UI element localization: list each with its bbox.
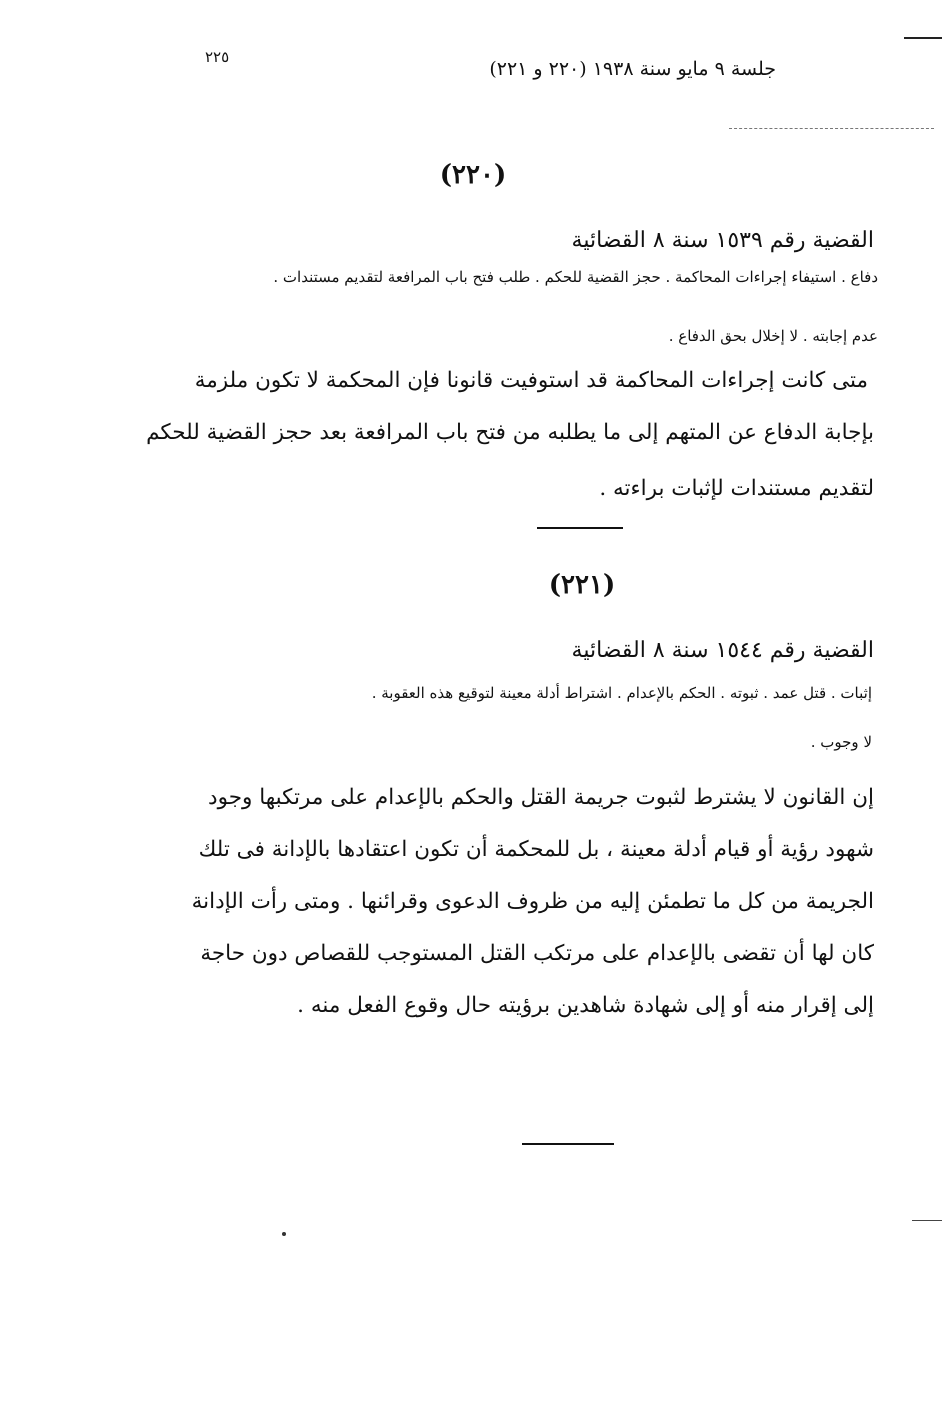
case-title: القضية رقم ١٥٤٤ سنة ٨ القضائية [571, 638, 874, 663]
case-keywords-line: عدم إجابته . لا إخلال بحق الدفاع . [668, 327, 878, 345]
page-number: ٢٢٥ [205, 48, 230, 66]
case-keywords-line: لا وجوب . [810, 733, 872, 751]
case-title: القضية رقم ١٥٣٩ سنة ٨ القضائية [571, 228, 874, 253]
ruling-text-line: لتقديم مستندات لإثبات براءته . [599, 476, 874, 501]
ruling-text-line: متى كانت إجراءات المحاكمة قد استوفيت قانونا فإن المحكمة لا تكون ملزمة [194, 368, 868, 393]
ruling-text-line: بإجابة الدفاع عن المتهم إلى ما يطلبه من فتح باب المرافعة بعد حجز القضية للحكم [146, 420, 874, 445]
case-keywords-line: دفاع . استيفاء إجراءات المحاكمة . حجز القضية للحكم . طلب فتح باب المرافعة لتقديم مستندات . [273, 268, 878, 286]
ruling-text-line: الجريمة من كل ما تطمئن إليه من ظروف الدعوى وقرائنها . ومتى رأت الإدانة [191, 889, 874, 914]
section-divider [522, 1143, 614, 1145]
case-keywords-line: إثبات . قتل عمد . ثبوته . الحكم بالإعدام . اشتراط أدلة معينة لتوقيع هذه العقوبة . [371, 684, 872, 702]
ruling-text-line: كان لها أن تقضى بالإعدام على مرتكب القتل المستوجب للقصاص دون حاجة [200, 941, 874, 966]
section-divider [537, 527, 623, 529]
edge-mark [912, 1220, 942, 1221]
ruling-text-line: شهود رؤية أو قيام أدلة معينة ، بل للمحكمة أن تكون اعتقادها بالإدانة فى تلك [198, 837, 874, 862]
case-number-220: (٢٢٠) [439, 160, 507, 190]
case-number-221: (٢٢١) [548, 570, 616, 600]
ruling-text-line: إن القانون لا يشترط لثبوت جريمة القتل والحكم بالإعدام على مرتكبها وجود [208, 785, 874, 810]
ruling-text-line: إلى إقرار منه أو إلى شهادة شاهدين برؤيته حال وقوع الفعل منه . [297, 993, 874, 1018]
header-dashed-rule [729, 128, 934, 129]
running-header: جلسة ٩ مايو سنة ١٩٣٨ (٢٢٠ و ٢٢١) [489, 58, 776, 80]
speck-mark [282, 1232, 286, 1236]
edge-mark [904, 37, 942, 39]
